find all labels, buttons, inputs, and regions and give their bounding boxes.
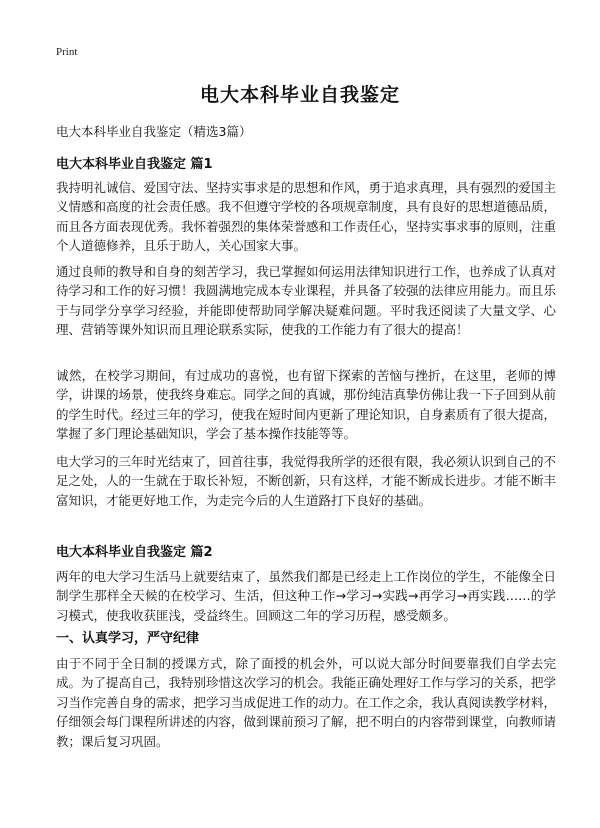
section-2-paragraph-1: 两年的电大学习生活马上就要结束了，虽然我们都是已经走上工作岗位的学生，不能像全日制学生那样全天候的在校学习、生活，但这种工作→学习→实践→再学习→再实践……的学习模式，使我收获匪浅，受益终生。回顾这二年的学习历程，感受颇多。 [56,569,557,623]
print-link[interactable]: Print [56,46,78,58]
section-heading-3: 一、认真学习，严守纪律 [56,631,200,646]
section-1-paragraph-3: 诚然，在校学习期间，有过成功的喜悦，也有留下探索的苦恼与挫折，在这里，老师的博学，讲课的场景，使我终身难忘。同学之间的真诚，那份纯洁真挚仿佛让我一下子回到从前的学生时代。经过三年的学习，使我在短时间内更新了理论知识，自身素质有了很大提高，掌握了多门理论基础知识，学会了基本操作技能等等。 [56,368,557,442]
section-heading-2: 电大本科毕业自我鉴定 篇2 [56,545,213,560]
section-3-paragraph-1: 由于不同于全日制的授课方式，除了面授的机会外，可以说大部分时间要靠我们自学去完成。为了提高自己，我特别珍惜这次学习的机会。我能正确处理好工作与学习的关系，把学习当作完善自身的需求，把学习当成促进工作的动力。在工作之余，我认真阅读教学材料，仔细领会每门课程所讲述的内容，做到课前预习了解，把不明白的内容带到课堂，向教师请教；课后复习巩固。 [56,656,557,749]
section-1-paragraph-2: 通过良师的教导和自身的刻苦学习，我已掌握如何运用法律知识进行工作，也养成了认真对待学习和工作的好习惯！我圆满地完成本专业课程，并具备了较强的法律应用能力。而且乐于与同学分享学习经验，并能即使帮助同学解决疑难问题。平时我还阅读了大量文学、心理、营销等课外知识而且理论联系实际，使我的工作能力有了很大的提高！ [56,264,557,338]
page-title: 电大本科毕业自我鉴定 [199,84,400,106]
document-subtitle: 电大本科毕业自我鉴定（精选3篇） [56,124,252,139]
section-1-paragraph-1: 我持明礼诚信、爱国守法、坚持实事求是的思想和作风，勇于追求真理，具有强烈的爱国主义情感和高度的社会责任感。我不但遵守学校的各项规章制度，具有良好的思想道德品质，而且各方面表现优秀。我怀着强烈的集体荣誉感和工作责任心，坚持实事求事的原则，注重个人道德修养，且乐于助人，关心国家大事。 [56,180,557,254]
section-heading-1: 电大本科毕业自我鉴定 篇1 [56,157,213,172]
section-1-paragraph-4: 电大学习的三年时光结束了，回首往事，我觉得我所学的还很有限，我必须认识到自己的不足之处，人的一生就在于取长补短，不断创新，只有这样，才能不断成长进步。才能不断丰富知识，才能更好地工作，为走完今后的人生道路打下良好的基础。 [56,454,557,508]
